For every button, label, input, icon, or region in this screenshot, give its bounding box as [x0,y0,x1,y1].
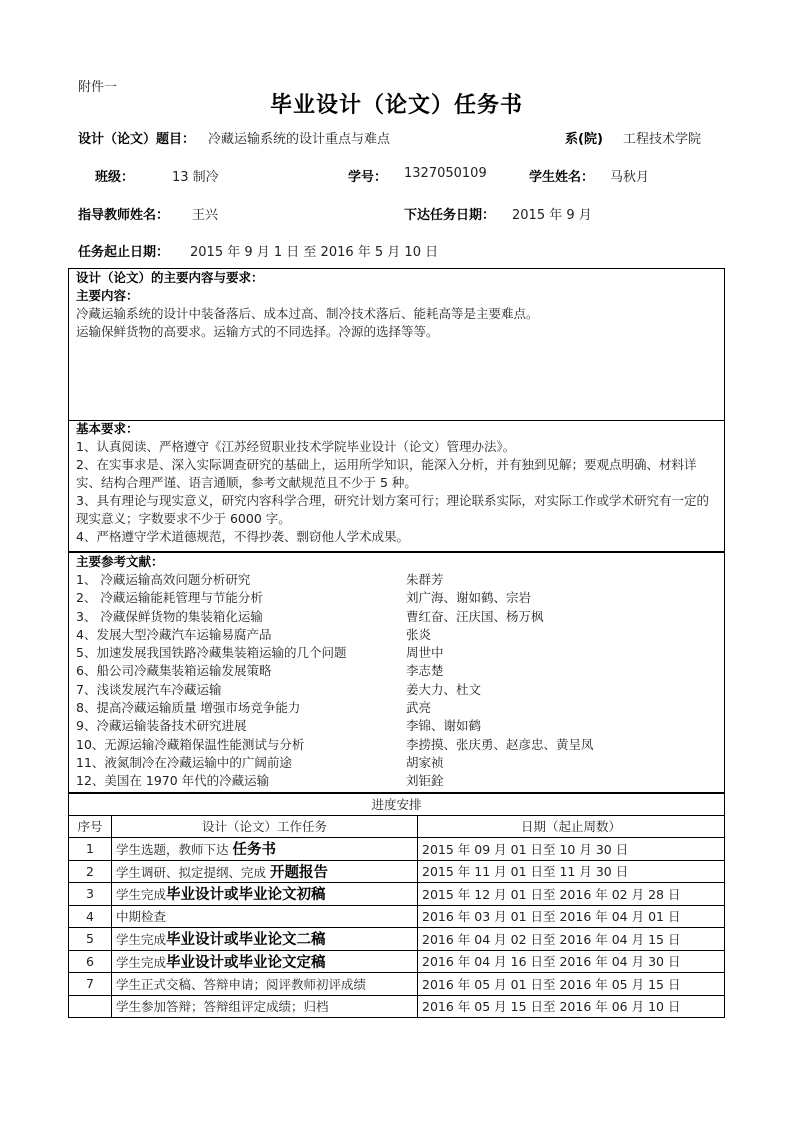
schedule-row [69,950,725,973]
reference-item [69,644,724,662]
topic-value: 冷藏运输系统的设计重点与难点 [208,132,391,147]
schedule-row [69,860,725,883]
requirement-item: 2、在实事求是、深入实际调查研究的基础上，运用所学知识，能深入分析，并有独到见解；要观点明确、材料详实、结构合理严谨、语言通顺，参考文献规范且不少于 5 种。 [76,457,697,490]
schedule-date: 2016 年 04 月 16 日至 2016 年 04 月 30 日 [418,950,725,973]
column-header-task: 设计（论文）工作任务 [112,815,418,838]
schedule-date: 2015 年 11 月 01 日至 11 月 30 日 [418,860,725,883]
task-text: 学生完成 [116,954,167,970]
reference-item [69,699,724,717]
reference-item [69,608,724,626]
schedule-row [69,905,725,928]
schedule-date: 2015 年 12 月 01 日至 2016 年 02 月 28 日 [418,883,725,906]
reference-title: 1、 冷藏运输高效问题分析研究 [76,572,251,587]
requirement-item: 3、具有理论与现实意义，研究内容科学合理，研究计划方案可行；理论联系实际，对实际工作或学术研究有一定的现实意义；字数要求不少于 6000 字。 [76,493,709,526]
content-line: 运输保鲜货物的高要求。运输方式的不同选择。冷源的选择等等。 [76,324,439,339]
content-subheading: 主要内容： [76,288,139,303]
schedule-row [69,883,725,906]
schedule-header-row [69,815,725,838]
task-emphasis: 毕业设计或毕业论文二稿 [166,932,326,949]
schedule-date: 2016 年 05 月 01 日至 2016 年 05 月 15 日 [418,973,725,996]
schedule-no: 2 [69,860,112,883]
schedule-row [69,973,725,996]
reference-authors: 曹红奋、汪庆国、杨万枫 [406,608,544,624]
reference-authors: 周世中 [406,645,444,661]
schedule-no: 3 [69,883,112,906]
period-label: 任务起止日期： [78,245,170,260]
reference-authors: 朱群芳 [406,572,444,587]
task-text: 学生正式交稿、答辩申请；阅评教师初评成绩 [116,976,367,992]
reference-title: 2、 冷藏运输能耗管理与节能分析 [76,590,263,606]
schedule-task [112,995,418,1018]
class-value: 13 制冷 [172,170,219,185]
dept-value: 工程技术学院 [623,132,702,147]
reference-title: 9、冷藏运输装备技术研究进展 [76,718,247,734]
schedule-task [112,838,418,861]
schedule-no: 7 [69,973,112,996]
schedule-no [69,995,112,1018]
topic-label: 设计（论文）题目： [78,132,196,147]
reference-item [69,626,724,644]
schedule-no: 4 [69,905,112,928]
appendix-label: 附件一 [78,80,118,95]
reference-title: 11、液氮制冷在冷藏运输中的广阔前途 [76,754,292,770]
student-id-label: 学号： [348,170,388,185]
reference-authors: 刘广海、谢如鹤、宗岩 [406,590,532,606]
schedule-task [112,883,418,906]
schedule-row [69,838,725,861]
reference-title: 8、提高冷藏运输质量 增强市场竞争能力 [76,700,301,716]
reference-authors: 姜大力、杜文 [406,681,482,697]
reference-title: 5、加速发展我国铁路冷藏集装箱运输的几个问题 [76,645,347,661]
schedule-row [69,928,725,951]
requirement-item: 4、严格遵守学术道德规范，不得抄袭、剽窃他人学术成果。 [76,529,409,544]
reference-authors: 李志楚 [406,663,444,679]
reference-title: 6、船公司冷藏集装箱运输发展策略 [76,663,272,679]
references-heading: 主要参考文献： [76,554,164,569]
task-emphasis: 开题报告 [269,864,328,881]
schedule-task [112,905,418,928]
task-emphasis: 任务书 [232,842,276,859]
student-name-value: 马秋月 [610,170,650,185]
references-section [68,551,725,794]
content-heading: 设计（论文）的主要内容与要求： [76,270,264,285]
schedule-date: 2016 年 05 月 15 日至 2016 年 06 月 10 日 [418,995,725,1018]
task-emphasis: 毕业设计或毕业论文定稿 [166,954,326,971]
task-text: 学生选题，教师下达 [116,842,233,858]
requirements-section [68,419,725,553]
reference-title: 4、发展大型冷藏汽车运输易腐产品 [76,626,272,642]
schedule-no: 1 [69,838,112,861]
period-value: 2015 年 9 月 1 日 至 2016 年 5 月 10 日 [190,245,439,260]
reference-item [69,662,724,680]
dept-label: 系(院) [565,132,603,147]
schedule-task [112,860,418,883]
advisor-label: 指导教师姓名： [78,208,170,223]
reference-authors: 李捞摸、张庆勇、赵彦忠、黄呈凤 [406,736,594,752]
reference-item [69,736,724,754]
task-emphasis: 毕业设计或毕业论文初稿 [166,887,326,904]
student-id-value: 1327050109 [404,166,487,181]
page-title: 毕业设计（论文）任务书 [269,93,523,118]
advisor-value: 王兴 [192,208,219,223]
task-text: 学生完成 [116,887,167,903]
schedule-task [112,973,418,996]
requirements-heading: 基本要求： [76,421,139,436]
reference-item [69,754,724,772]
schedule-task [112,950,418,973]
reference-item [69,717,724,735]
task-text: 学生参加答辩；答辩组评定成绩；归档 [116,999,329,1015]
reference-authors: 胡家祯 [406,754,444,770]
column-header-date: 日期（起止周数） [418,815,725,838]
requirement-item: 1、认真阅读、严格遵守《江苏经贸职业技术学院毕业设计（论文）管理办法》。 [76,439,516,454]
issue-date-label: 下达任务日期： [404,208,496,223]
reference-title: 3、 冷藏保鲜货物的集装箱化运输 [76,608,263,624]
content-line: 冷藏运输系统的设计中装备落后、成本过高、制冷技术落后、能耗高等是主要难点。 [76,306,539,321]
student-name-label: 学生姓名： [529,170,595,185]
schedule-title: 进度安排 [69,793,725,816]
schedule-row [69,995,725,1018]
reference-item [69,772,724,790]
reference-item [69,589,724,607]
reference-authors: 刘钜銓 [406,773,444,789]
content-section [68,268,725,421]
reference-item [69,571,724,589]
column-header-no: 序号 [69,815,112,838]
reference-title: 7、浅谈发展汽车冷藏运输 [76,681,222,697]
schedule-date: 2016 年 04 月 02 日至 2016 年 04 月 15 日 [418,928,725,951]
issue-date-value: 2015 年 9 月 [512,208,592,223]
schedule-task [112,928,418,951]
schedule-table [68,792,725,1018]
reference-list [69,571,724,791]
reference-authors: 武亮 [406,700,432,716]
task-text: 中期检查 [116,909,167,925]
reference-title: 10、无源运输冷藏箱保温性能测试与分析 [76,736,305,752]
task-text: 学生完成 [116,932,167,948]
schedule-title-row [69,793,725,816]
schedule-no: 5 [69,928,112,951]
task-text: 学生调研、拟定提纲、完成 [116,864,270,880]
class-label: 班级： [95,170,135,185]
reference-authors: 张炎 [406,626,432,642]
reference-title: 12、美国在 1970 年代的冷藏运输 [76,773,270,789]
reference-authors: 李锦、谢如鹤 [406,718,482,734]
reference-item [69,681,724,699]
schedule-no: 6 [69,950,112,973]
schedule-date: 2015 年 09 月 01 日至 10 月 30 日 [418,838,725,861]
schedule-date: 2016 年 03 月 01 日至 2016 年 04 月 01 日 [418,905,725,928]
